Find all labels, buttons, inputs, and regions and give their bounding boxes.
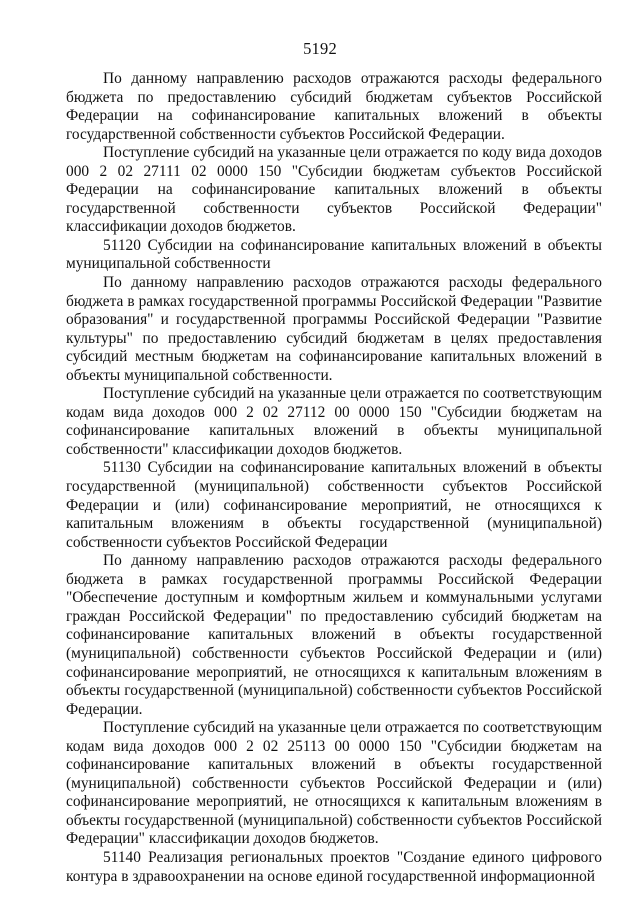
paragraph-8: Поступление субсидий на указанные цели отражается по соответствующим кодам вида доходов 000 2 02 25113 00 0000 150 "Субсидии бюджетам на софинансирование капитальных вложений в объекты государственной (муниципальной) собственности субъектов Российской Федерации и (или) софинансирование мероприятий, не относящихся к капитальным вложениям в объекты государственной (муниципальной) собственности субъектов Российской Федерации" классификации доходов бюджетов.: [66, 719, 602, 848]
document-body: [66, 70, 602, 886]
paragraph-7: По данному направлению расходов отражаются расходы федерального бюджета в рамках государственной программы Российской Федерации "Обеспечение доступным и комфортным жильем и коммунальными услугами граждан Российской Федерации" по предоставлению субсидий бюджетам на софинансирование капитальных вложений в объекты государственной (муниципальной) собственности субъектов Российской Федерации и (или) софинансирование мероприятий, не относящихся к капитальным вложениям в объекты государственной (муниципальной) собственности субъектов Российской Федерации.: [66, 552, 602, 718]
paragraph-4: По данному направлению расходов отражаются расходы федерального бюджета в рамках государственной программы Российской Федерации "Развитие образования" и государственной программы Российской Федерации "Развитие культуры" по предоставлению субсидий бюджетам в целях предоставления субсидий местным бюджетам на софинансирование капитальных вложений в объекты муниципальной собственности.: [66, 274, 602, 384]
paragraph-3-heading-51120: 51120 Субсидии на софинансирование капитальных вложений в объекты муниципальной собственности: [66, 236, 602, 273]
paragraph-6-heading-51130: 51130 Субсидии на софинансирование капитальных вложений в объекты государственной (муниципальной) собственности субъектов Российской Федерации и (или) софинансирование мероприятий, не относящихся к капитальным вложениям в объекты государственной (муниципальной) собственности субъектов Российской Федерации: [66, 459, 602, 551]
paragraph-5: Поступление субсидий на указанные цели отражается по соответствующим кодам вида доходов 000 2 02 27112 00 0000 150 "Субсидии бюджетам на софинансирование капитальных вложений в объекты муниципальной собственности" классификации доходов бюджетов.: [66, 385, 602, 458]
paragraph-9-heading-51140: 51140 Реализация региональных проектов "Создание единого цифрового контура в здравоохранении на основе единой государственной информационной: [66, 848, 602, 885]
page-number: 5192: [303, 39, 337, 58]
paragraph-2: Поступление субсидий на указанные цели отражается по коду вида доходов 000 2 02 27111 02 0000 150 "Субсидии бюджетам субъектов Российской Федерации на софинансирование капитальных вложений в объекты государственной собственности субъектов Российской Федерации" классификации доходов бюджетов.: [66, 144, 602, 236]
paragraph-1: По данному направлению расходов отражаются расходы федерального бюджета по предоставлению субсидий бюджетам субъектов Российской Федерации на софинансирование капитальных вложений в объекты государственной собственности субъектов Российской Федерации.: [66, 70, 602, 143]
